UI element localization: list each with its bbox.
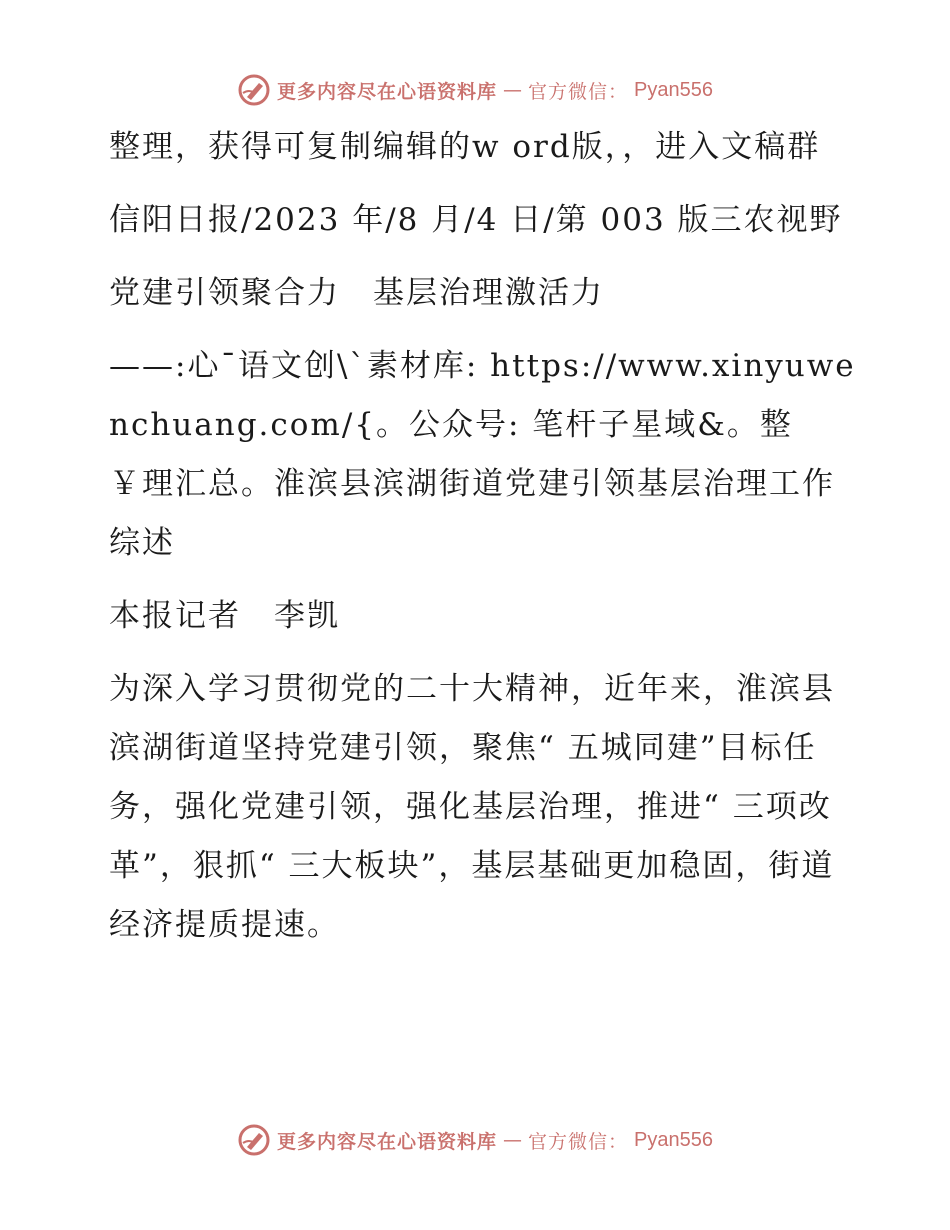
footer-watermark	[0, 1120, 950, 1160]
watermark-label: 官方微信：	[528, 1130, 629, 1153]
watermark-account: Pyan556	[634, 1128, 713, 1151]
article-byline: 本报记者 李凯	[109, 598, 340, 634]
pen-logo-icon	[237, 1123, 271, 1157]
watermark-account: Pyan556	[634, 78, 713, 101]
watermark-site-text: 更多内容尽在心语资料库	[277, 1130, 498, 1153]
watermark-dash: —	[503, 1129, 523, 1151]
watermark-site-text: 更多内容尽在心语资料库	[277, 80, 498, 103]
article-paragraph: 为深入学习贯彻党的二十大精神，近年来，淮滨县滨湖街道坚持党建引领，聚焦“ 五城同建”目标任务，强化党建引领，强化基层治理，推进“ 三项改革”，狠抓“ 三大板块”，基层基础更加稳固，街道经济提质提速。	[109, 671, 835, 943]
paragraph-intro: 整理，获得可复制编辑的w ord版，，进入文稿群	[109, 129, 821, 165]
header-watermark	[0, 70, 950, 110]
document-body	[97, 118, 857, 969]
paragraph-source: 信阳日报/2023 年/8 月/4 日/第 003 版三农视野	[109, 202, 843, 238]
pen-logo-icon	[237, 73, 271, 107]
article-title: 党建引领聚合力 基层治理激活力	[109, 275, 604, 311]
watermark-dash: —	[503, 79, 523, 101]
article-subtitle: ——:心¯语文创\`素材库: https://www.xinyuwenchuang.com/{。公众号: 笔杆子星域&。整￥理汇总。淮滨县滨湖街道党建引领基层治理工作综述	[109, 348, 856, 561]
watermark-label: 官方微信：	[528, 80, 629, 103]
